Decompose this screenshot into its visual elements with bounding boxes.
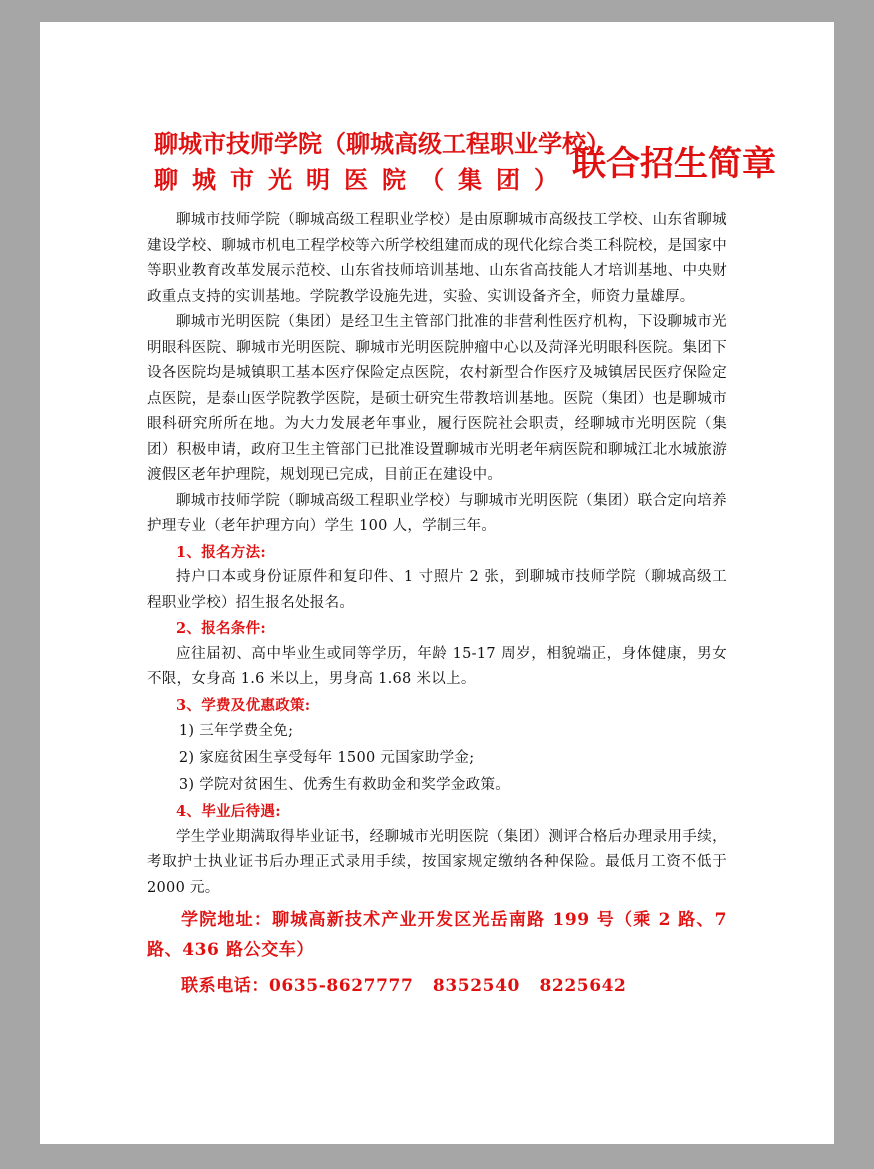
paragraph-hospital-intro: 聊城市光明医院（集团）是经卫生主管部门批准的非营利性医疗机构，下设聊城市光明眼科医院、聊城市光明医院、聊城市光明医院肿瘤中心以及菏泽光明眼科医院。集团下设各医院均是城镇职工基本医疗保险定点医院，农村新型合作医疗及城镇居民医疗保险定点医院，是泰山医学院教学医院，是硕士研究生带教培训基地。医院（集团）也是聊城市眼科研究所所在地。为大力发展老年事业，履行医院社会职责，经聊城市光明医院（集团）积极申请，政府卫生主管部门已批准设置聊城市光明老年病医院和聊城江北水城旅游渡假区老年护理院，规划现已完成，目前正在建设中。 (147, 314, 727, 483)
list-item: 1) 三年学费全免; (178, 723, 294, 739)
header-title: 联合招生简章 (572, 144, 776, 184)
school-address: 学院地址：聊城高新技术产业开发区光岳南路 199 号（乘 2 路、7 路、436 路公交车） (147, 910, 727, 960)
header-school-name: 聊城市技师学院（聊城高级工程职业学校） (154, 129, 610, 158)
document-page (40, 22, 834, 1144)
section-title-tuition-policy: 3、学费及优惠政策: (176, 696, 311, 714)
header-hospital-name: 聊城市光明医院（集团） (154, 165, 572, 194)
list-item: 3) 学院对贫困生、优秀生有救助金和奖学金政策。 (178, 777, 511, 793)
section-text-registration-conditions: 应往届初、高中毕业生或同等学历，年龄 15-17 周岁，相貌端正，身体健康，男女不限，女身高 1.6 米以上，男身高 1.68 米以上。 (147, 645, 727, 687)
section-text-registration-method: 持户口本或身份证原件和复印件、1 寸照片 2 张，到聊城市技师学院（聊城高级工程职业学校）招生报名处报名。 (147, 569, 727, 611)
section-title-registration-conditions: 2、报名条件: (176, 620, 267, 637)
document-body (147, 208, 727, 1001)
list-item: 2) 家庭贫困生享受每年 1500 元国家助学金; (178, 750, 475, 766)
section-text-post-graduation: 学生学业期满取得毕业证书，经聊城市光明医院（集团）测评合格后办理录用手续，考取护士执业证书后办理正式录用手续，按国家规定缴纳各种保险。最低月工资不低于 2000 元。 (147, 828, 727, 896)
section-title-registration-method: 1、报名方法: (176, 543, 267, 561)
header (154, 128, 774, 208)
section-title-post-graduation: 4、毕业后待遇: (176, 803, 281, 820)
paragraph-school-intro: 聊城市技师学院（聊城高级工程职业学校）是由原聊城市高级技工学校、山东省聊城建设学校、聊城市机电工程学校等六所学校组建而成的现代化综合类工科院校，是国家中等职业教育改革发展示范校、山东省技师培训基地、山东省高技能人才培训基地、中央财政重点支持的实训基地。学院教学设施先进，实验、实训设备齐全，师资力量雄厚。 (147, 212, 727, 305)
contact-phone: 联系电话：0635-8627777 8352540 8225642 (181, 976, 627, 996)
paragraph-joint-program: 聊城市技师学院（聊城高级工程职业学校）与聊城市光明医院（集团）联合定向培养护理专业（老年护理方向）学生 100 人，学制三年。 (147, 492, 727, 534)
